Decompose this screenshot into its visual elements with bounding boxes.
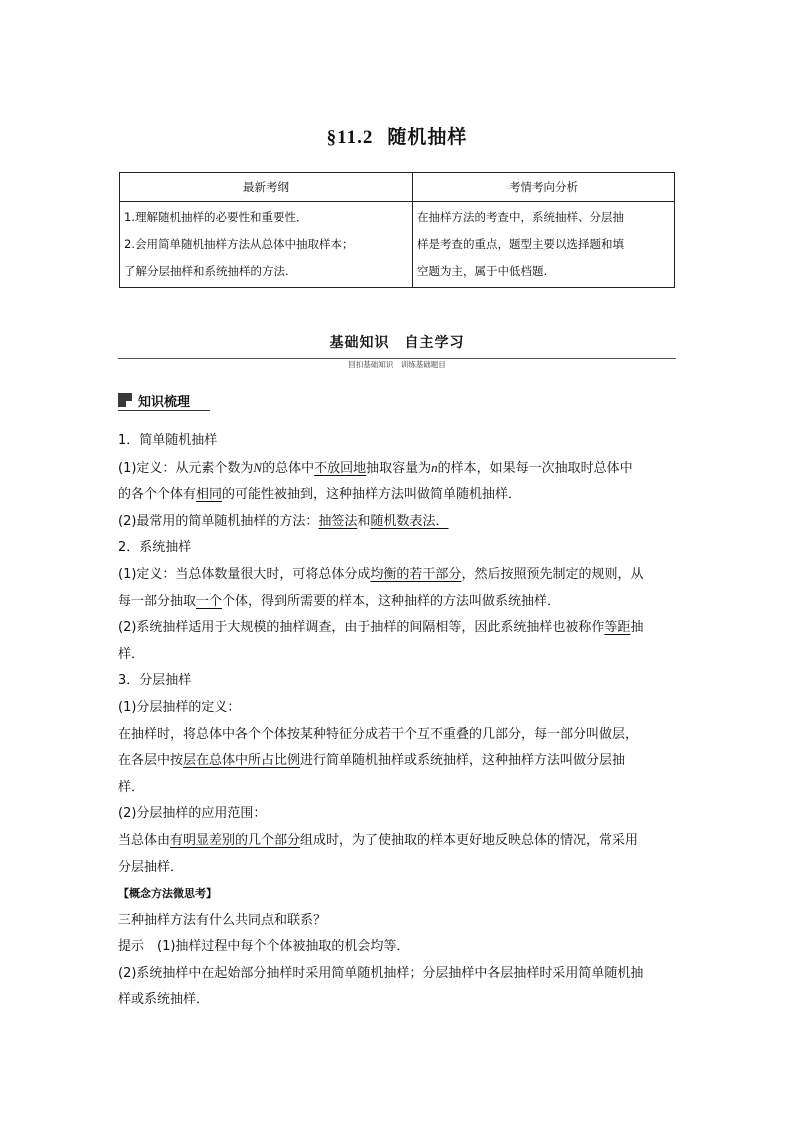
answer-blank: 层在总体中所占比例 (183, 753, 301, 769)
table-row (120, 202, 675, 288)
text: 组成时，为了使抽取的样本更好地反映总体的情况，常采用 (300, 832, 639, 848)
concept-tag: 【概念方法微思考】 (118, 887, 217, 901)
answer-blank: 相同 (196, 487, 223, 503)
text: (1)定义：从元素个数为 (118, 460, 254, 476)
answer-blank: 抽签法 (318, 513, 358, 529)
syllabus-cell (120, 202, 413, 288)
text: ，然后按照预先制定的规则，从 (461, 566, 644, 582)
section-number: §11.2 (326, 127, 374, 148)
title-text: 随机抽样 (387, 126, 468, 148)
answer-blank: 有明显差别的几个部分 (170, 832, 301, 848)
knowledge-tag-label: 知识梳理 (138, 394, 191, 410)
answer-blank: 一个 (196, 593, 223, 609)
syllabus-line: 1.理解随机抽样的必要性和重要性． (124, 210, 308, 224)
answer-blank: 随机数表法． (370, 513, 449, 529)
header-exam-analysis: 考情考向分析 (413, 173, 675, 202)
s3-title: 3．分层抽样 (118, 673, 192, 689)
text: 抽取容量为 (366, 460, 432, 476)
content-body (118, 428, 678, 1014)
question: 三种抽样方法有什么共同点和联系？ (118, 912, 327, 928)
answer-blank: 不放回地 (314, 460, 367, 476)
s3-paragraph-2-cont (118, 748, 678, 775)
analysis-cell (413, 202, 675, 288)
text: (2)最常用的简单随机抽样的方法： (118, 513, 319, 529)
square-icon (118, 393, 132, 407)
text: (2)系统抽样适用于大规模的抽样调查，由于抽样的间隔相等，因此系统抽样也被称作 (118, 620, 605, 636)
s3-paragraph-4 (118, 828, 678, 855)
section-heading: 基础知识 自主学习 (329, 335, 465, 351)
text: (1)定义：当总体数量很大时，可将总体分成 (118, 566, 371, 582)
text: 的样本，如果每一次抽取时总体中 (437, 460, 633, 476)
answer-blank: 等距 (604, 620, 631, 636)
syllabus-line: 2.会用简单随机抽样方法从总体中抽取样本； (124, 237, 354, 251)
s3-paragraph-3: (2)分层抽样的应用范围： (118, 806, 267, 822)
s3-paragraph-2: 在抽样时，将总体中各个个体按某种特征分成若干个互不重叠的几部分，每一部分叫做层， (118, 726, 639, 742)
var-N: N (253, 459, 263, 475)
text: 在各层中按 (118, 753, 184, 769)
text: 的总体中 (262, 460, 315, 476)
page-title (0, 122, 794, 149)
hint-2: (2)系统抽样中在起始部分抽样时采用简单随机抽样；分层抽样中各层抽样时采用简单随机抽 (118, 965, 644, 981)
text: 个体，得到所需要的样本，这种抽样的方法叫做系统抽样． (222, 593, 561, 609)
text: 当总体由 (118, 832, 171, 848)
section-subheading-wrap (0, 352, 794, 371)
text: 抽 (630, 620, 644, 636)
s2-paragraph-2 (118, 615, 678, 642)
s2-paragraph-1-cont (118, 589, 678, 616)
analysis-line: 样是考查的重点，题型主要以选择题和填 (417, 237, 624, 251)
s2-title: 2．系统抽样 (118, 540, 192, 556)
analysis-line: 在抽样方法的考查中，系统抽样、分层抽 (417, 210, 624, 224)
answer-blank: 均衡的若干部分 (370, 566, 462, 582)
analysis-line: 空题为主，属于中低档题. (417, 264, 548, 278)
s1-paragraph-1-cont (118, 482, 678, 509)
exam-outline-table (119, 172, 675, 288)
text: 每一部分抽取 (118, 593, 197, 609)
s3-paragraph-2-end: 样． (118, 779, 145, 795)
text: 的各个个体有 (118, 487, 197, 503)
s1-paragraph-2 (118, 509, 678, 536)
knowledge-tag (118, 390, 190, 410)
s1-title: 1．简单随机抽样 (118, 433, 218, 448)
s2-paragraph-1 (118, 562, 678, 589)
var-n: n (431, 459, 438, 475)
syllabus-line: 了解分层抽样和系统抽样的方法. (124, 264, 289, 278)
text: 的可能性被抽到，这种抽样方法叫做简单随机抽样． (222, 487, 522, 503)
text: 进行简单随机抽样或系统抽样，这种抽样方法叫做分层抽 (300, 753, 626, 769)
table-header-row (120, 173, 675, 202)
hint-1: 提示 (1)抽样过程中每个个体被抽取的机会均等． (118, 939, 410, 955)
knowledge-tag-underline (118, 410, 210, 411)
text: 和 (357, 513, 371, 529)
s3-paragraph-1: (1)分层抽样的定义： (118, 699, 241, 715)
header-latest-syllabus: 最新考纲 (120, 173, 413, 202)
s2-paragraph-2-cont: 样． (118, 646, 145, 662)
hint-2-cont: 样或系统抽样． (118, 992, 210, 1008)
section-subheading: 回扣基础知识 训练基础题目 (342, 360, 452, 369)
s3-paragraph-4-cont: 分层抽样． (118, 859, 184, 875)
s1-paragraph-1 (118, 455, 678, 483)
